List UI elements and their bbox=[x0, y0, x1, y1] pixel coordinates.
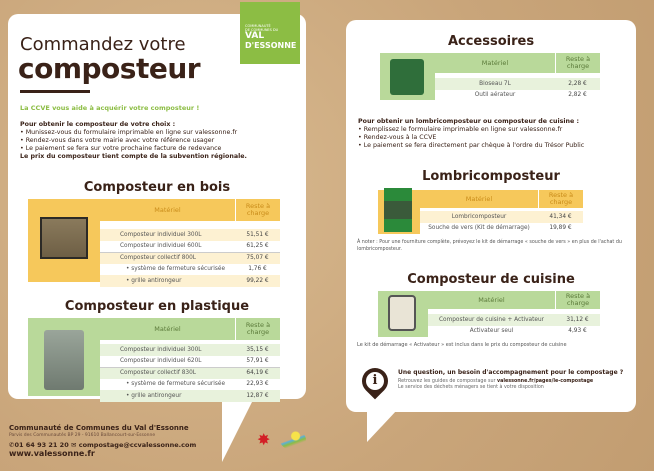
item: Composteur de cuisine + Activateur bbox=[438, 316, 544, 323]
price: 1,76 € bbox=[248, 266, 267, 273]
info-text: Le service des déchets ménagers se tient à votre disposition bbox=[398, 385, 544, 390]
col-materiel: Matériel bbox=[465, 194, 493, 203]
price: 61,25 € bbox=[246, 243, 269, 250]
table-row bbox=[100, 275, 280, 287]
price: 99,22 € bbox=[246, 277, 269, 284]
price: 22,93 € bbox=[246, 381, 269, 388]
col-materiel: Matériel bbox=[481, 58, 509, 67]
table-row bbox=[100, 379, 280, 391]
footer-phone[interactable]: 01 64 93 21 20 bbox=[14, 441, 69, 449]
info-title: Une question, un besoin d'accompagnement pour le compostage ? bbox=[398, 369, 624, 376]
table-cuisine bbox=[378, 291, 600, 337]
logo-text: D'ESSONNE bbox=[245, 41, 297, 50]
instr-item: • Le paiement se fera sur votre prochaine facture de redevance bbox=[20, 145, 222, 152]
price: 35,15 € bbox=[246, 346, 269, 353]
lombricomposteur-image bbox=[378, 190, 420, 234]
item: Souche de vers (Kit de démarrage) bbox=[428, 225, 530, 232]
table-row bbox=[435, 90, 600, 102]
title-line1: Commandez votre bbox=[20, 34, 186, 55]
footer-address: Parvis des Communautés BP 29 - 91610 Ballancourt-sur-Essonne bbox=[9, 433, 156, 438]
info-block bbox=[398, 369, 623, 390]
instructions-right bbox=[358, 118, 584, 150]
title-line2: composteur bbox=[18, 52, 201, 85]
price: 2,82 € bbox=[568, 92, 587, 99]
heading-plastique: Composteur en plastique bbox=[64, 299, 250, 314]
table-row bbox=[100, 367, 280, 379]
table-row bbox=[100, 356, 280, 368]
bioseau-image bbox=[380, 53, 435, 100]
instr-item: • Remplissez le formulaire imprimable en ligne sur valessonne.fr bbox=[358, 126, 563, 133]
instr-item: • Rendez-vous dans votre mairie avec votre référence usager bbox=[20, 137, 215, 144]
info-link[interactable]: valessonne.fr/pages/le-compostage bbox=[497, 379, 594, 384]
kitchen-composter-image bbox=[378, 291, 428, 337]
plastic-composter-image bbox=[28, 318, 100, 396]
col-reste: Reste à charge bbox=[555, 53, 600, 73]
instr-note: Le prix du composteur tient compte de la subvention régionale. bbox=[20, 153, 247, 160]
left-panel-tail bbox=[222, 398, 254, 462]
info-text: Retrouvez les guides de compostage sur bbox=[398, 379, 497, 384]
table-accessoires bbox=[380, 53, 600, 100]
instr-item: • Rendez-vous à la CCVE bbox=[358, 134, 437, 141]
col-materiel: Matériel bbox=[478, 295, 505, 304]
price: 57,91 € bbox=[246, 358, 269, 365]
col-reste: Reste à charge bbox=[538, 190, 583, 208]
price: 51,51 € bbox=[246, 231, 269, 238]
instr-item: • Munissez-vous du formulaire imprimable en ligne sur valessonne.fr bbox=[20, 129, 238, 136]
instructions bbox=[20, 121, 247, 161]
ccve-logo bbox=[240, 2, 300, 64]
table-bois bbox=[28, 199, 280, 282]
info-pin-icon: i bbox=[357, 363, 394, 400]
logo-text: VAL bbox=[245, 31, 265, 41]
item: • grille antirongeur bbox=[126, 392, 182, 399]
item: • système de fermeture sécurisée bbox=[126, 266, 226, 273]
partner-logo bbox=[280, 430, 306, 450]
price: 31,12 € bbox=[566, 316, 589, 323]
subtitle: La CCVE vous aide à acquérir votre composteur ! bbox=[20, 104, 200, 112]
table-row bbox=[100, 344, 280, 356]
price: 41,34 € bbox=[549, 213, 572, 220]
item: Composteur individuel 620L bbox=[120, 358, 202, 365]
price: 64,19 € bbox=[246, 370, 269, 377]
instr-title: Pour obtenir le composteur de votre choix : bbox=[20, 121, 176, 128]
item: Composteur collectif 830L bbox=[120, 370, 196, 377]
lombri-note: À noter : Pour une fourniture complète, prévoyez le kit de démarrage « souche de vers » en plus de l'achat du lombricomposteur. bbox=[357, 240, 622, 252]
region-logo: ✸ bbox=[257, 430, 271, 449]
table-row bbox=[428, 314, 600, 326]
table-plastique bbox=[28, 318, 280, 399]
table-row bbox=[100, 390, 280, 402]
table-row bbox=[100, 229, 280, 241]
col-materiel: Matériel bbox=[154, 324, 181, 333]
table-row bbox=[420, 223, 583, 235]
table-row bbox=[420, 211, 583, 223]
wooden-composter-image bbox=[28, 199, 100, 282]
col-reste: Reste à charge bbox=[235, 318, 280, 340]
price: 12,87 € bbox=[246, 392, 269, 399]
table-row bbox=[428, 326, 600, 338]
item: Activateur seul bbox=[469, 328, 514, 335]
mail-icon: ✉ bbox=[71, 441, 77, 449]
item: Composteur collectif 800L bbox=[120, 255, 196, 262]
phone-icon: ✆ bbox=[9, 441, 15, 449]
footer-org: Communauté de Communes du Val d'Essonne bbox=[9, 424, 189, 432]
heading-cuisine: Composteur de cuisine bbox=[407, 272, 575, 287]
item: Composteur individuel 600L bbox=[120, 243, 202, 250]
price: 4,93 € bbox=[568, 328, 587, 335]
title-underline bbox=[20, 90, 90, 93]
right-panel-tail bbox=[367, 410, 397, 442]
footer-web[interactable]: www.valessonne.fr bbox=[9, 449, 95, 458]
col-materiel: Matériel bbox=[154, 205, 181, 214]
item: Composteur individuel 300L bbox=[120, 231, 202, 238]
item: Outil aérateur bbox=[474, 92, 516, 99]
price: 2,28 € bbox=[568, 80, 587, 87]
instr-title: Pour obtenir un lombricomposteur ou composteur de cuisine : bbox=[358, 118, 579, 125]
table-row bbox=[100, 264, 280, 276]
logo-text: COMMUNAUTÉ bbox=[245, 24, 271, 28]
logo-text: DE COMMUNES DU bbox=[245, 28, 279, 32]
item: • système de fermeture sécurisée bbox=[126, 381, 226, 388]
cuisine-note: Le kit de démarrage « Activateur » est inclus dans le prix du composteur de cuisine bbox=[357, 342, 567, 348]
price: 75,07 € bbox=[246, 255, 269, 262]
footer-email[interactable]: compostage@ccvalessonne.com bbox=[78, 441, 197, 449]
item: Lombricomposteur bbox=[451, 213, 507, 220]
heading-bois: Composteur en bois bbox=[83, 180, 231, 195]
instr-item: • Le paiement se fera directement par chèque à l'ordre du Trésor Public bbox=[358, 142, 585, 149]
item: Composteur individuel 300L bbox=[120, 346, 202, 353]
price: 19,89 € bbox=[549, 225, 572, 232]
heading-lombri: Lombricomposteur bbox=[422, 169, 560, 184]
col-reste: Reste à charge bbox=[235, 199, 280, 221]
col-reste: Reste à charge bbox=[555, 291, 600, 309]
item: • grille antirongeur bbox=[126, 277, 182, 284]
table-row bbox=[435, 78, 600, 90]
table-row bbox=[100, 241, 280, 253]
footer bbox=[9, 424, 196, 458]
table-lombri bbox=[378, 190, 583, 234]
table-row bbox=[100, 252, 280, 264]
item: Bioseau 7L bbox=[479, 80, 511, 87]
heading-accessoires: Accessoires bbox=[447, 34, 535, 49]
